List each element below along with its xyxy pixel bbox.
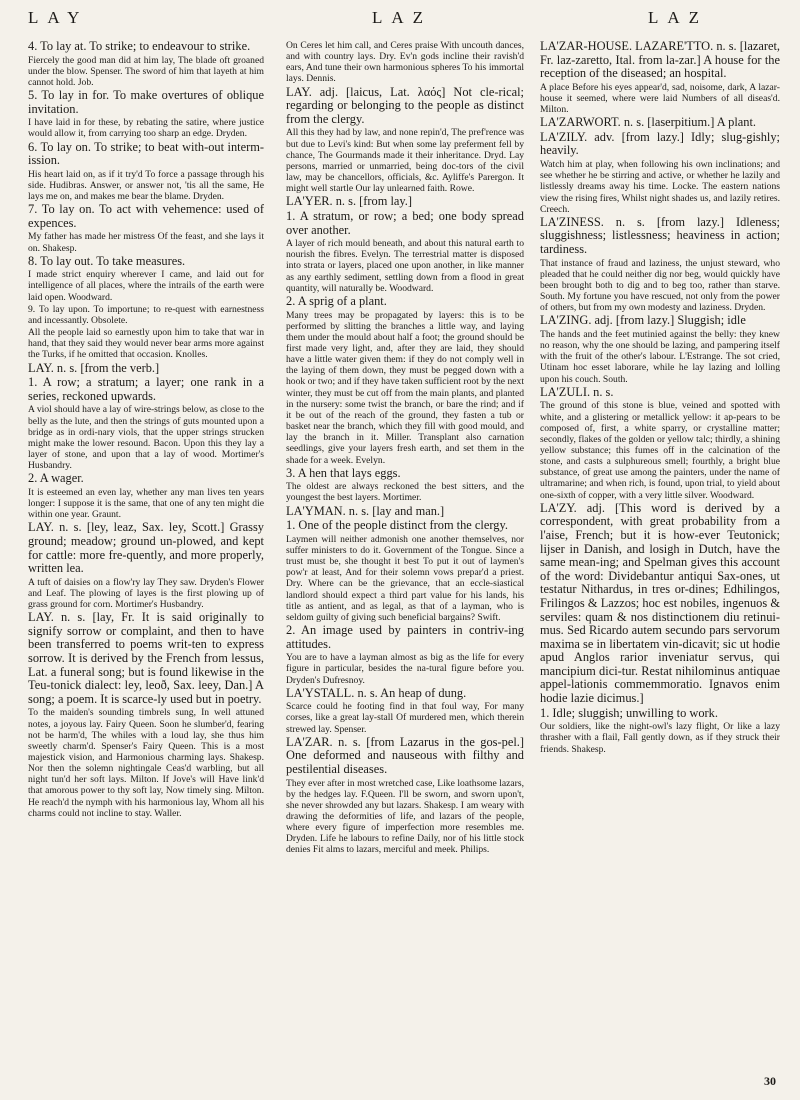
col2-entry: 2. An image used by painters in contriv-ing attitudes. [286, 623, 524, 651]
col2-entry: Scarce could he footing find in that foul way, For many corses, like a great lay-stall Of murdered men, which therein strewed lay. Spenser. [286, 701, 524, 735]
col3-entry: A place Before his eyes appear'd, sad, noisome, dark, A lazar-house it seemed, where were laid Numbers of all diseas'd. Milton. [540, 81, 780, 116]
col3-entry: LA'ZULI. n. s. [540, 384, 614, 399]
col1-entry: LAY. n. s. [ley, leaz, Sax. ley, Scott.] Grassy ground; meadow; ground un-plowed, and kept for cattle: more fre-quently, and more properly, written lea. [28, 520, 264, 576]
col1-entry: My father has made her mistress Of the feast, and she lays it on. Shakesp. [28, 231, 264, 254]
col1-entry: 2. A wager. [28, 471, 84, 486]
col1-entry: I made strict enquiry wherever I came, and laid out for intelligence of all places, where the intrails of the earth were laid open. Woodward. [28, 269, 264, 303]
column-right [540, 40, 780, 1092]
col1-entry: 8. To lay out. To take measures. [28, 253, 186, 268]
col2-entry: Laymen will neither admonish one another themselves, nor suffer ministers to do it. Government of the Tongue. Since a trust must be, she thought it best To put it out of laymen's pow'r at least, And for their solemn vows prepar'd a priest. Dry. Where can be the grievance, that an eccle-siastical landlord should expect a third part value for his lands, his title as antient, and as legal, as that of a layman, who is seldom guilty of giving such beneficial bargains? Swift. [286, 533, 524, 623]
col3-entry: LA'ZAR-HOUSE. LAZARE'TTO. n. s. [lazaret, Fr. laz-zaretto, Ital. from la-zar.] A house for the reception of the diseased; an hospital. [540, 40, 780, 81]
running-head-right: LAZ [648, 8, 709, 27]
col2-entry: 1. One of the people distinct from the clergy. [286, 518, 508, 533]
col1-entry: A viol should have a lay of wire-strings below, as close to the belly as the lute, and then the strings of guts mounted upon a bridge as in ordi-nary viols, that the upper strings strucken might make the lower resound. Bacon. Upon this they lay a layer of stone, and upon that a lay of wood. Mortimer's Husbandry. [28, 404, 264, 472]
col1-entry: LAY. n. s. [lay, Fr. It is said originally to signify sorrow or complaint, and then to have been transferred to poems writ-ten to express sorrow. It is derived by the French from lessus, Lat. a funeral song; but is found likewise in the Teu-tonick dialect: ley, leoð, Sax. leey, Dan.] A song; a poem. It is scarce-ly used but in poetry. [28, 610, 264, 706]
col3-entry: LA'ZILY. adv. [from lazy.] Idly; slug-gishly; heavily. [540, 129, 780, 158]
col1-entry: All the people laid so earnestly upon him to take that war in hand, that they said they would never bear arms more against the Turks, if he omitted that occasion. Knolles. [28, 327, 264, 361]
col2-entry: A layer of rich mould beneath, and about this natural earth to nourish the fibres. Evelyn. The terrestrial matter is disposed into strata or layers, placed one upon another, in like manner as any earthly sediment, settling down from a flood in great quantity, will naturally be. Woodward. [286, 238, 524, 294]
col2-entry: On Ceres let him call, and Ceres praise With uncouth dances, and with country lays. Dry. Ev'n gods incline their ravish'd ears, And tune their own harmonious spheres To his immortal lays. Dennis. [286, 40, 524, 85]
col1-entry: 9. To lay upon. To importune; to re-quest with earnestness and incessantly. Obsolete. [28, 303, 264, 326]
col2-entry: LA'YSTALL. n. s. An heap of dung. [286, 685, 467, 700]
col1-entry: A tuft of daisies on a flow'ry lay They saw. Dryden's Flower and Leaf. The plowing of layes is the first plowing up of grass ground for corn. Mortimer's Husbandry. [28, 576, 264, 611]
running-head-center: LAZ [372, 8, 433, 27]
col3-entry: That instance of fraud and laziness, the unjust steward, who pleaded that he could neither dig nor beg, would quickly have been brought both to dig and to beg too, rather than starve. South. My fortune you have rescued, not only from the power of others, but from my own modesty and laziness. Dryden. [540, 257, 780, 314]
col2-entry: LAY. adj. [laicus, Lat. λαός] Not cle-rical; regarding or belonging to the people as distinct from the clergy. [286, 84, 524, 126]
col2-entry: The oldest are always reckoned the best sitters, and the youngest the best layers. Mortimer. [286, 481, 524, 504]
col3-entry: 1. Idle; sluggish; unwilling to work. [540, 705, 718, 720]
col1-entry: I have laid in for these, by rebating the satire, where justice would allow it, from carrying too sharp an edge. Dryden. [28, 117, 264, 140]
col2-entry: LA'YER. n. s. [from lay.] [286, 194, 412, 209]
col2-entry: Many trees may be propagated by layers: this is to be performed by slitting the branches a little way, and laying them under the mould about half a foot; the ground should be first made very light, and, after they are laid, they should have a little water given them: if they do not comply well in the laying of them down, they must be pegged down with a hook or two; and if they have taken sufficient root by the next winter, they must be cut off from the main plants, and planted in the nursery: some twist the branch, or bare the rind; and if it be out of the reach of the ground, they fasten a tub or basket near the branch, which they fill with good mould, and lay the branch in it. Miller. Transplant also carnation seedlings, give your layers fresh earth, and set them in the shade for a week. Evelyn. [286, 309, 524, 466]
col1-entry: LAY. n. s. [from the verb.] [28, 360, 160, 375]
col3-entry: The hands and the feet mutinied against the belly: they knew no reason, why the one should be lazing, and pampering itself with the fruit of the other's labour. L'Estrange. The sot cried, Utinam hoc esset laborare, while he lay lazing and lolling upon his couch. South. [540, 328, 780, 385]
col2-entry: 1. A stratum, or row; a bed; one body spread over another. [286, 208, 524, 237]
col2-entry: 3. A hen that lays eggs. [286, 465, 401, 480]
col3-entry: The ground of this stone is blue, veined and spotted with white, and a glistering or metallick yellow: it ap-pears to be composed of, first, a white sparry, or crystalline matter; secondly, flakes of the golden or yellow talc; thirdly, a shining yellow substance; this fumes off in the calcination of the stone, and casts a sulphureous smell; fourthly, a bright blue substance, of great use among the painters, under the name of ultramarine; and when rich, is found, upon trial, to yield about one-sixth of copper, with a very little silver. Woodward. [540, 400, 780, 501]
column-left [28, 40, 264, 1092]
col3-entry: Our soldiers, like the night-owl's lazy flight, Or like a lazy thrasher with a flail, Fall gently down, as if they struck their friends. Shakesp. [540, 721, 780, 755]
col1-entry: 7. To lay on. To act with vehemence: used of expences. [28, 202, 264, 230]
col2-entry: LA'ZAR. n. s. [from Lazarus in the gos-pel.] One deformed and nauseous with filthy and pestilential diseases. [286, 734, 524, 776]
col1-entry: To the maiden's sounding timbrels sung, In well attuned notes, a joyous lay. Fairy Queen. Soon he slumber'd, fearing not be harm'd, The whiles with a loud lay, she thus him sweetly charm'd. Spenser's Fairy Queen. This is a most majestick vision, and Harmonious charming lays. Shakesp. Nor then the solemn nightingale Ceas'd warbling, but all night tun'd her soft lays. Milton. If Jove's will Have link'd that amorous power to thy soft lay, Now timely sing. Milton. He reach'd the nymph with his harmonious lay, Whom all his charms could not incline to stay. Waller. [28, 707, 264, 819]
col1-entry: Fiercely the good man did at him lay, The blade oft groaned under the blow. Spenser. The sword of him that layeth at him cannot hold. Job. [28, 54, 264, 88]
col3-entry: LA'ZING. adj. [from lazy.] Sluggish; idle [540, 313, 746, 328]
col1-entry: It is esteemed an even lay, whether any man lives ten years longer: I suppose it is the same, that one of any ten might die within one year. Graunt. [28, 486, 264, 521]
col2-entry: They ever after in most wretched case, Like loathsome lazars, by the hedges lay. F.Queen. I'll be sworn, and sworn upon't, she never shrowded any but lazars. Shakesp. I am weary with drawing the deformities of life, and lazars of the people, where every figure of imperfection more resembles me. Dryden. Life he labours to refine Daily, nor of his little stock denies Fit alms to lazars, merciful and meek. Philips. [286, 777, 524, 856]
col1-entry: 5. To lay in for. To make overtures of oblique invitation. [28, 88, 264, 116]
col1-entry: 4. To lay at. To strike; to endeavour to strike. [28, 40, 251, 53]
col2-entry: All this they had by law, and none repin'd, The pref'rence was but due to Levi's kind: But when some lay preferment fell by chance, The Gourmands made it their inheritance. Dryd. Lay persons, married or unmarried, being doc-tors of the civil law, may be chancellors, officials, &c. Ayliffe's Parergon. It might well startle Our lay unlearned faith. Rowe. [286, 127, 524, 195]
col2-entry: LA'YMAN. n. s. [lay and man.] [286, 503, 445, 518]
column-middle [286, 40, 524, 1092]
col2-entry: 2. A sprig of a plant. [286, 293, 387, 308]
col3-entry: LA'ZY. adj. [This word is derived by a correspondent, with great probability from a l'aise, French; but it is how-ever Teutonick; lijser in Danish, and losigh in Dutch, have the same mean-ing; and Spelman gives this account of the word: Dividebantur antiqui Sax-ones, ut testatur Nithardus, in tres or-dines; Edhilingos, Frilingos & Lazzos; hoc est nobiles, ingenuos & serviles: quam & nos distinctionem diu retinui-mus. Sed Ricardo autem secundo pars servorum maxima se in libertatem vin-dicavit; sic ut hodie apud Anglos rarior inveniatur servus, qui mancipium dici-tur. Restat nihilominus antiquae appel-lationis commemmoratio. Ignavos enim hodie lazie dicimus.] [540, 500, 780, 706]
col3-entry: Watch him at play, when following his own inclinations; and see whether he be stirring and active, or whether he lazily and listlessly dreams away his time. Locke. The eastern nations view the rising fires, Whilst night shades us, and lazily retires. Creech. [540, 159, 780, 215]
running-head-left: LAY [28, 8, 89, 27]
page-number: 30 [764, 1074, 776, 1088]
running-head [0, 8, 800, 34]
col3-entry: LA'ZARWORT. n. s. [laserpitium.] A plant. [540, 115, 757, 130]
col1-entry: 6. To lay on. To strike; to beat with-out intermission. [28, 139, 264, 168]
col2-entry: You are to have a layman almost as big as the life for every figure in particular, besides the na-tural figure before you. Dryden's Dufresnoy. [286, 652, 524, 686]
col1-entry: His heart laid on, as if it try'd To force a passage through his side. Hudibras. Answer, or answer not, 'tis all the same, He lays me on, and makes me bear the blame. Dryden. [28, 168, 264, 203]
col3-entry: LA'ZINESS. n. s. [from lazy.] Idleness; sluggishness; listlessness; heaviness in action; tardiness. [540, 214, 780, 256]
col1-entry: 1. A row; a stratum; a layer; one rank in a series, reckoned upwards. [28, 375, 264, 403]
